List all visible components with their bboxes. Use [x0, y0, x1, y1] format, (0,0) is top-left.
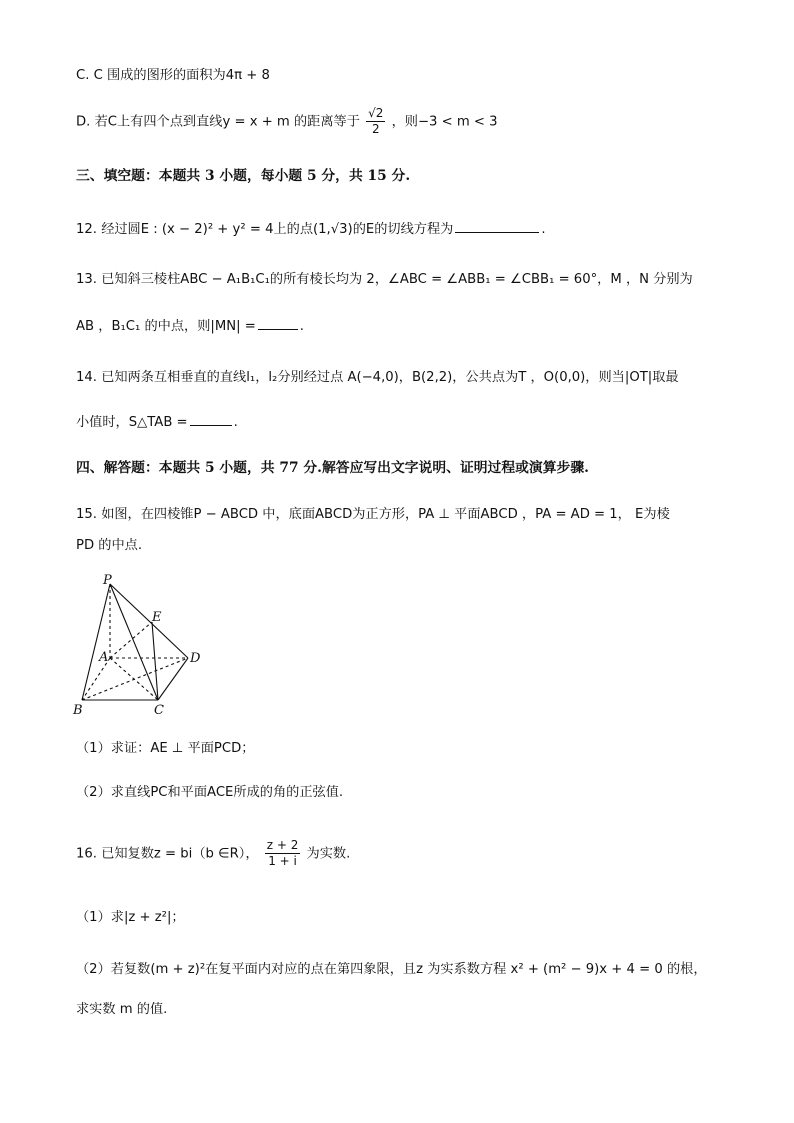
q13-line1: 已知斜三棱柱ABC − A₁B₁C₁的所有棱长均为 2，∠ABC = ∠ABB₁ = ∠CBB₁ = 60°，M ，N 分别为	[101, 272, 693, 287]
section-3-title: 三、填空题：本题共 3 小题，每小题 5 分，共 15 分.	[76, 168, 411, 184]
q15-line2: PD 的中点.	[76, 538, 143, 553]
pyramid-figure	[70, 572, 220, 722]
q14-end: .	[233, 415, 238, 430]
option-c	[76, 68, 270, 84]
label-P: P	[103, 573, 112, 588]
section-3-heading	[76, 168, 410, 185]
section-4-title: 四、解答题：本题共 5 小题，共 77 分.解答应写出文字说明、证明过程或演算步骤.	[76, 460, 589, 476]
q14-number: 14.	[76, 370, 97, 385]
q12-number: 12.	[76, 222, 97, 237]
edge-PB	[82, 584, 110, 700]
question-15-part-2	[76, 785, 343, 801]
question-12	[76, 219, 546, 238]
q16-part2-line1: （2）若复数(m + z)²在复平面内对应的点在第四象限，且z 为实系数方程 x² + (m² − 9)x + 4 = 0 的根，	[76, 962, 707, 977]
question-13-line-1	[76, 272, 693, 288]
q13-answer-blank[interactable]	[258, 316, 298, 330]
fraction-numerator: √2	[368, 106, 384, 120]
q12-end: .	[541, 222, 546, 237]
label-A: A	[99, 650, 109, 665]
edge-BD	[82, 658, 188, 700]
q16-fraction-denominator: 1 + i	[268, 854, 297, 868]
q14-line1: 已知两条互相垂直的直线l₁，l₂分别经过点 A(−4,0)，B(2,2)，公共点为T ，O(0,0)，则当|OT|取最	[101, 370, 679, 385]
q16-text-pre: 已知复数z = bi（b ∈R），	[101, 846, 259, 862]
question-14-line-2	[76, 412, 238, 431]
q16-part1: （1）求|z + z²|；	[76, 910, 185, 925]
question-16-part-1	[76, 910, 185, 926]
question-15-line-1	[76, 507, 670, 523]
question-15-line-2	[76, 538, 142, 554]
q13-end: .	[299, 319, 304, 334]
label-D: D	[190, 651, 201, 666]
fraction-denominator: 2	[371, 122, 380, 136]
label-C: C	[154, 703, 164, 718]
question-16	[76, 838, 350, 869]
label-B: B	[73, 703, 83, 718]
option-d-fraction	[366, 106, 385, 137]
q16-part2-line2: 求实数 m 的值.	[76, 1002, 168, 1017]
option-c-text: C 围成的图形的面积为4π + 8	[93, 68, 270, 83]
question-16-part-2-line-1	[76, 962, 707, 978]
q15-part2: （2）求直线PC和平面ACE所成的角的正弦值.	[76, 785, 344, 800]
question-13-line-2	[76, 316, 304, 335]
edge-PD	[110, 584, 188, 658]
q13-line2: AB ，B₁C₁ 的中点，则|MN| =	[76, 319, 256, 334]
q15-number: 15.	[76, 507, 97, 522]
option-d-label: D.	[76, 114, 91, 130]
label-E: E	[152, 610, 162, 625]
q13-number: 13.	[76, 272, 97, 287]
option-c-label: C.	[76, 68, 90, 83]
question-14-line-1	[76, 370, 679, 386]
option-d-text-post: ，则−3 < m < 3	[391, 114, 498, 130]
q16-fraction	[265, 838, 301, 869]
q15-line1: 如图，在四棱锥P − ABCD 中，底面ABCD为正方形，PA ⊥ 平面ABCD ，PA = AD = 1， E为棱	[101, 507, 670, 522]
q14-answer-blank[interactable]	[190, 412, 232, 426]
q16-fraction-numerator: z + 2	[266, 838, 299, 852]
section-4-heading	[76, 460, 589, 477]
option-d	[76, 106, 498, 137]
q12-answer-blank[interactable]	[455, 219, 539, 233]
q16-number: 16.	[76, 846, 97, 862]
option-d-text: 若C上有四个点到直线y = x + m 的距离等于	[94, 114, 360, 130]
edge-PC	[110, 584, 158, 700]
edge-AE	[110, 622, 152, 658]
q16-text-post: 为实数.	[306, 846, 351, 862]
q12-text: 经过圆E : (x − 2)² + y² = 4上的点(1,√3)的E的切线方程为	[101, 222, 454, 237]
q15-part1: （1）求证：AE ⊥ 平面PCD；	[76, 741, 255, 756]
q14-line2: 小值时，S△TAB =	[76, 415, 188, 430]
question-16-part-2-line-2	[76, 1002, 167, 1018]
question-15-part-1	[76, 741, 254, 757]
